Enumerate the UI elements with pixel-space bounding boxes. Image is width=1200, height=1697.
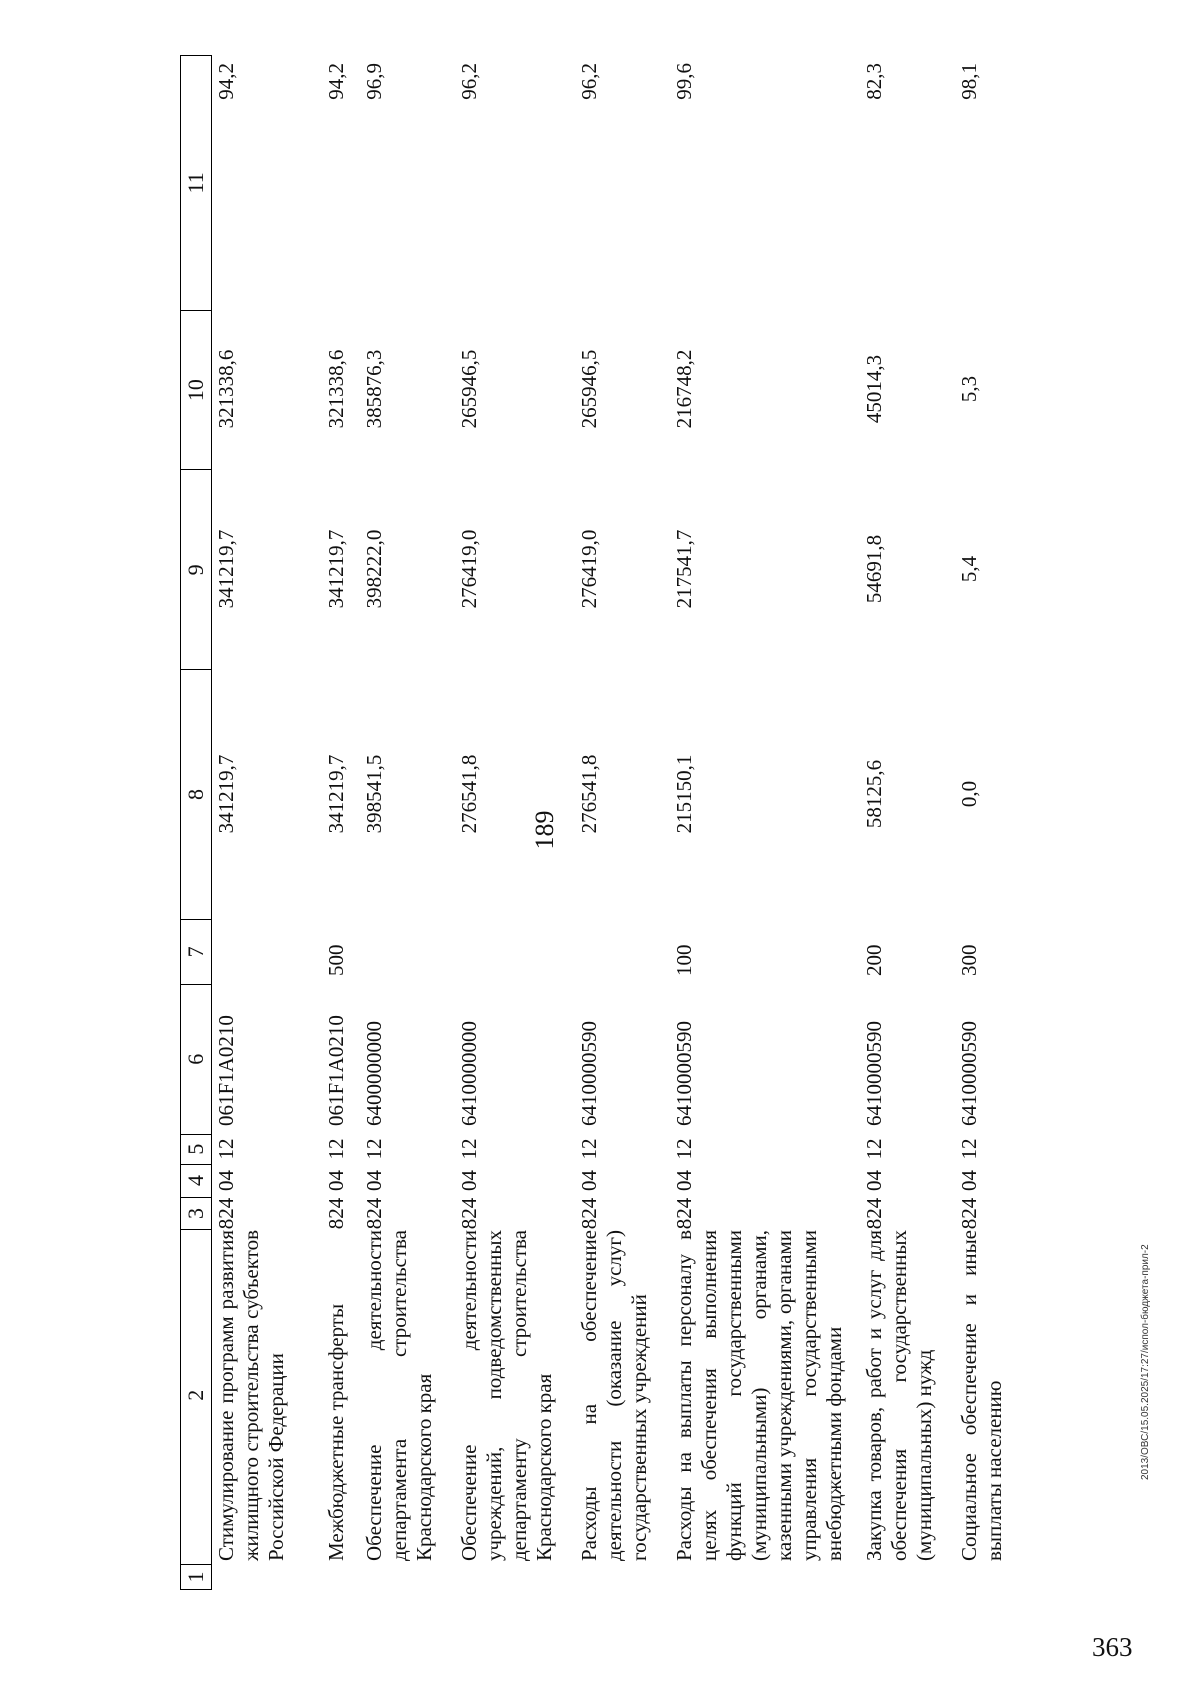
table-row [575,55,670,1590]
row-code: 824 [324,1197,348,1230]
row-value-10: 265946,5 [457,349,481,429]
row-value-8: 341219,7 [324,754,348,834]
row-type: 200 [862,944,886,976]
row-value-8: 341219,7 [214,754,238,834]
row-value-8: 215150,1 [672,754,696,834]
row-percent: 96,9 [362,63,386,100]
row-subsection: 12 [862,1138,886,1160]
row-code: 824 [957,1197,981,1230]
row-type [575,919,670,984]
row-section: 04 [324,1170,348,1191]
row-target: 061F1A0210 [324,1015,348,1126]
row-name: Закупка товаров, работ и услуг для обеспечения государственных (муниципальных) нужд [862,1230,936,1561]
row-section: 04 [862,1170,886,1191]
table-row [860,55,955,1590]
row-name: Расходы на выплаты персоналу в целях обеспечения выполнения функций государственными (муниципальными) органами, казенными учреждениями, органами управления государственными внебюджетными фондами [672,1230,846,1561]
header-col-9: 9 [181,469,211,669]
row-target: 6410000000 [457,1021,481,1126]
document-stamp: 2013/ОВС/15.05.2025/17:27/испол-бюджета-прил-2 [1140,1244,1151,1480]
row-value-9: 341219,7 [324,529,348,609]
row-subsection: 12 [672,1138,696,1160]
header-col-11: 11 [183,172,208,194]
row-code: 824 [362,1197,386,1230]
row-percent: 96,2 [457,63,481,100]
row-section: 04 [457,1170,481,1191]
row-value-10: 385876,3 [362,349,386,429]
row-code: 824 [457,1197,481,1230]
row-subsection: 12 [577,1138,601,1160]
row-subsection: 12 [957,1138,981,1160]
footer-page-number: 363 [1092,1632,1133,1662]
row-value-8: 276541,8 [577,754,601,834]
header-col-1: 1 [181,1564,211,1589]
row-name: Обеспечение деятельности учреждений, подведомственных департаменту строительства Краснодарского края [457,1230,556,1561]
row-target: 6410000590 [862,1021,886,1126]
row-subsection: 12 [214,1138,238,1160]
table-row [955,55,1025,1590]
row-value-8: 276541,8 [457,754,481,834]
row-type: 500 [324,944,348,976]
row-name: Стимулирование программ развития жилищного строительства субъектов Российской Федерации [214,1230,288,1561]
row-value-10: 216748,2 [672,349,696,429]
header-col-10: 10 [181,310,211,470]
row-section: 04 [577,1170,601,1191]
row-value-9: 398222,0 [362,529,386,609]
row-section: 04 [957,1170,981,1191]
budget-table [180,55,1060,1590]
row-type: 100 [672,944,696,976]
row-value-10: 321338,6 [214,349,238,429]
row-section: 04 [672,1170,696,1191]
table-row [670,55,860,1590]
row-percent: 94,2 [214,63,238,100]
row-percent: 96,2 [577,63,601,100]
header-col-4: 4 [181,1164,211,1197]
table-header-row [180,55,212,1590]
row-section: 04 [214,1170,238,1191]
table-row [455,55,575,1590]
row-value-9: 54691,8 [862,534,886,604]
row-value-8: 398541,5 [362,754,386,834]
header-col-3: 3 [181,1197,211,1230]
row-value-9: 217541,7 [672,529,696,609]
row-target: 6400000000 [362,1021,386,1126]
row-type [455,919,575,984]
row-target: 061F1A0210 [214,1015,238,1126]
row-type: 300 [957,944,981,976]
header-col-8: 8 [181,669,211,919]
row-value-9: 276419,0 [457,529,481,609]
row-name: Обеспечение деятельности департамента строительства Краснодарского края [362,1230,436,1561]
row-value-9: 341219,7 [214,529,238,609]
row-code: 824 [214,1197,238,1230]
row-value-9: 5,4 [957,555,981,583]
row-code: 824 [862,1197,886,1230]
row-subsection: 12 [457,1138,481,1160]
table-row [360,55,455,1590]
row-code: 824 [577,1197,601,1230]
header-col-6: 6 [181,984,211,1134]
row-target: 6410000590 [672,1021,696,1126]
row-percent: 99,6 [672,63,696,100]
row-subsection: 12 [362,1138,386,1160]
row-percent: 82,3 [862,63,886,100]
header-col-7: 7 [181,919,211,984]
row-section: 04 [362,1170,386,1191]
row-name: Социальное обеспечение и иные выплаты населению [957,1230,1006,1561]
row-value-9: 276419,0 [577,529,601,609]
header-col-5: 5 [181,1134,211,1164]
row-target: 6410000590 [957,1021,981,1126]
row-value-8: 0,0 [957,780,981,808]
row-percent: 98,1 [957,63,981,100]
row-name: Межбюджетные трансферты [324,1303,348,1561]
row-type [360,919,455,984]
row-value-8: 58125,6 [862,759,886,829]
row-type [212,919,322,984]
row-value-10: 265946,5 [577,349,601,429]
row-name: Расходы на обеспечение деятельности (оказание услуг) государственных учреждений [577,1230,651,1561]
row-subsection: 12 [324,1138,348,1160]
row-value-10: 5,3 [957,375,981,403]
row-value-10: 45014,3 [862,354,886,424]
row-percent: 94,2 [324,63,348,100]
header-col-2: 2 [181,1229,211,1564]
page-number: 189 [530,810,559,850]
table-row [322,55,360,1590]
row-code: 824 [672,1197,696,1230]
row-value-10: 321338,6 [324,349,348,429]
table-row [212,55,322,1590]
row-target: 6410000590 [577,1021,601,1126]
